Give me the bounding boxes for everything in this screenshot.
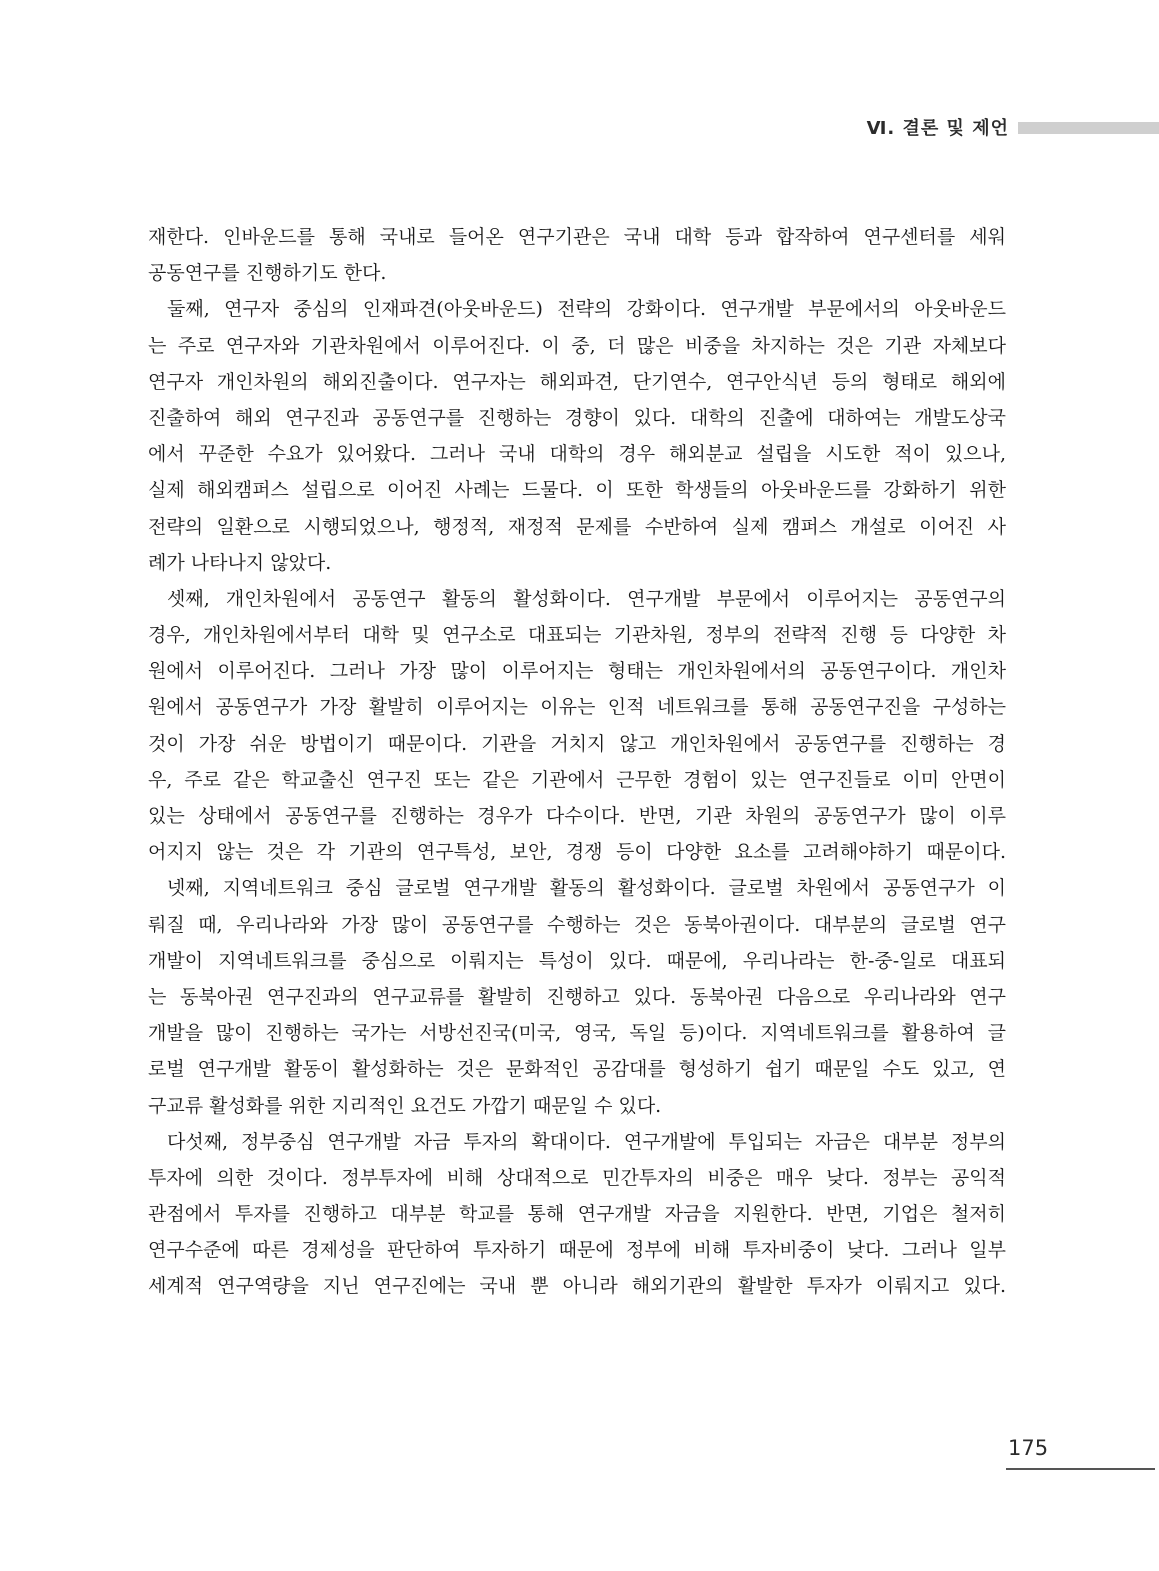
- page-number: 175: [1008, 1436, 1049, 1460]
- text-line: 에서 꾸준한 수요가 있어왔다. 그러나 국내 대학의 경우 해외분교 설립을 시도한 적이 있으나,: [148, 443, 1006, 466]
- text-line: 재한다. 인바운드를 통해 국내로 들어온 연구기관은 국내 대학 등과 합작하여 연구센터를 세워: [148, 226, 1006, 248]
- text-line: 경우, 개인차원에서부터 대학 및 연구소로 대표되는 기관차원, 정부의 전략적 진행 등 다양한 차: [148, 624, 1006, 647]
- text-line: 것이 가장 쉬운 방법이기 때문이다. 기관을 거치지 않고 개인차원에서 공동연구를 진행하는 경: [148, 732, 1006, 755]
- text-line: 연구수준에 따른 경제성을 판단하여 투자하기 때문에 정부에 비해 투자비중이 낮다. 그러나 일부: [148, 1239, 1006, 1262]
- text-line: 뤄질 때, 우리나라와 가장 많이 공동연구를 수행하는 것은 동북아권이다. 대부분의 글로벌 연구: [148, 913, 1006, 936]
- text-line: 원에서 공동연구가 가장 활발히 이루어지는 이유는 인적 네트워크를 통해 공동연구진을 구성하는: [148, 696, 1006, 719]
- body-text: [148, 219, 1006, 1305]
- header-decoration-bar: [1018, 122, 1159, 134]
- text-line: 로벌 연구개발 활동이 활성화하는 것은 문화적인 공감대를 형성하기 쉽기 때문일 수도 있고, 연: [148, 1058, 1006, 1081]
- text-line: 둘째, 연구자 중심의 인재파견(아웃바운드) 전략의 강화이다. 연구개발 부문에서의 아웃바운드: [167, 298, 1006, 321]
- text-line: 실제 해외캠퍼스 설립으로 이어진 사례는 드물다. 이 또한 학생들의 아웃바운드를 강화하기 위한: [148, 479, 1006, 502]
- text-line: 다섯째, 정부중심 연구개발 자금 투자의 확대이다. 연구개발에 투입되는 자금은 대부분 정부의: [167, 1130, 1006, 1153]
- text-line: 넷째, 지역네트워크 중심 글로벌 연구개발 활동의 활성화이다. 글로벌 차원에서 공동연구가 이: [167, 877, 1006, 900]
- text-line: 진출하여 해외 연구진과 공동연구를 진행하는 경향이 있다. 대학의 진출에 대하여는 개발도상국: [148, 406, 1006, 429]
- chapter-title: Ⅵ. 결론 및 제언: [866, 118, 1009, 139]
- text-line: 있는 상태에서 공동연구를 진행하는 경우가 다수이다. 반면, 기관 차원의 공동연구가 많이 이루: [148, 805, 1006, 827]
- text-line: 개발이 지역네트워크를 중심으로 이뤄지는 특성이 있다. 때문에, 우리나라는 한-중-일로 대표되: [148, 949, 1006, 972]
- text-line: 투자에 의한 것이다. 정부투자에 비해 상대적으로 민간투자의 비중은 매우 낮다. 정부는 공익적: [148, 1166, 1006, 1189]
- text-line: 어지지 않는 것은 각 기관의 연구특성, 보안, 경쟁 등이 다양한 요소를 고려해야하기 때문이다.: [148, 841, 1006, 864]
- text-line: 례가 나타나지 않았다.: [148, 551, 332, 574]
- text-line: 관점에서 투자를 진행하고 대부분 학교를 통해 연구개발 자금을 지원한다. 반면, 기업은 철저히: [148, 1203, 1006, 1226]
- text-line: 원에서 이루어진다. 그러나 가장 많이 이루어지는 형태는 개인차원에서의 공동연구이다. 개인차: [148, 660, 1006, 683]
- text-line: 는 동북아권 연구진과의 연구교류를 활발히 진행하고 있다. 동북아권 다음으로 우리나라와 연구: [148, 985, 1006, 1008]
- text-line: 세계적 연구역량을 지닌 연구진에는 국내 뿐 아니라 해외기관의 활발한 투자가 이뤄지고 있다.: [148, 1275, 1006, 1298]
- text-line: 공동연구를 진행하기도 한다.: [148, 262, 387, 285]
- text-line: 구교류 활성화를 위한 지리적인 요건도 가깝기 때문일 수 있다.: [148, 1094, 662, 1117]
- running-header: [0, 112, 1159, 144]
- text-line: 우, 주로 같은 학교출신 연구진 또는 같은 기관에서 근무한 경험이 있는 연구진들로 이미 안면이: [148, 768, 1006, 791]
- text-line: 개발을 많이 진행하는 국가는 서방선진국(미국, 영국, 독일 등)이다. 지역네트워크를 활용하여 글: [148, 1022, 1006, 1045]
- text-line: 는 주로 연구자와 기관차원에서 이루어진다. 이 중, 더 많은 비중을 차지하는 것은 기관 자체보다: [148, 334, 1006, 357]
- text-line: 전략의 일환으로 시행되었으나, 행정적, 재정적 문제를 수반하여 실제 캠퍼스 개설로 이어진 사: [148, 515, 1006, 538]
- footer-rule: [1006, 1468, 1155, 1470]
- text-line: 연구자 개인차원의 해외진출이다. 연구자는 해외파견, 단기연수, 연구안식년 등의 형태로 해외에: [148, 370, 1006, 393]
- text-line: 셋째, 개인차원에서 공동연구 활동의 활성화이다. 연구개발 부문에서 이루어지는 공동연구의: [167, 587, 1006, 610]
